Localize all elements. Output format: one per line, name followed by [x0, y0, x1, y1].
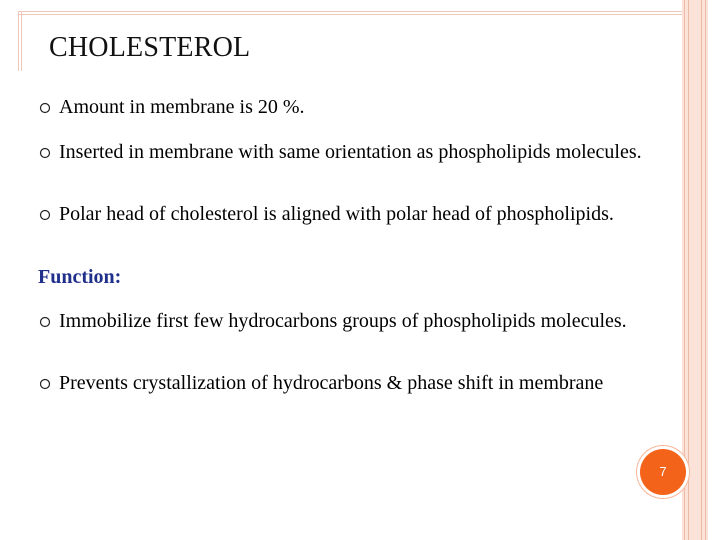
- frame-line-top-inner: [18, 14, 682, 15]
- frame-line-left-outer: [18, 11, 19, 71]
- circle-bullet-icon: [38, 314, 58, 334]
- circle-bullet-icon: [38, 100, 58, 120]
- bullet-item: [38, 373, 674, 394]
- bullet-text: Polar head of cholesterol is aligned with polar head of phospholipids.: [59, 203, 614, 225]
- bullet-item: [38, 142, 674, 163]
- bullet-item: [38, 204, 674, 225]
- frame-line-left-inner: [21, 11, 22, 71]
- band-stripe: [684, 0, 685, 540]
- band-stripe: [705, 0, 706, 540]
- page-number-badge: 7: [640, 449, 686, 495]
- bullet-item: [38, 311, 674, 332]
- slide-title: CHOLESTEROL: [49, 32, 251, 63]
- circle-bullet-icon: [38, 145, 58, 165]
- circle-bullet-icon: [38, 376, 58, 396]
- bullet-text: Amount in membrane is 20 %.: [59, 96, 305, 118]
- circle-bullet-icon: [38, 207, 58, 227]
- bullet-text: Prevents crystallization of hydrocarbons & phase shift in membrane: [59, 372, 604, 394]
- bullet-text: Inserted in membrane with same orientation as phospholipids molecules.: [59, 141, 642, 163]
- band-stripe: [688, 0, 689, 540]
- bullet-item: [38, 97, 674, 118]
- section-heading: Function:: [38, 266, 122, 288]
- band-stripe: [701, 0, 702, 540]
- bullet-text: Immobilize first few hydrocarbons groups of phospholipids molecules.: [59, 310, 627, 332]
- frame-line-top-outer: [18, 11, 682, 12]
